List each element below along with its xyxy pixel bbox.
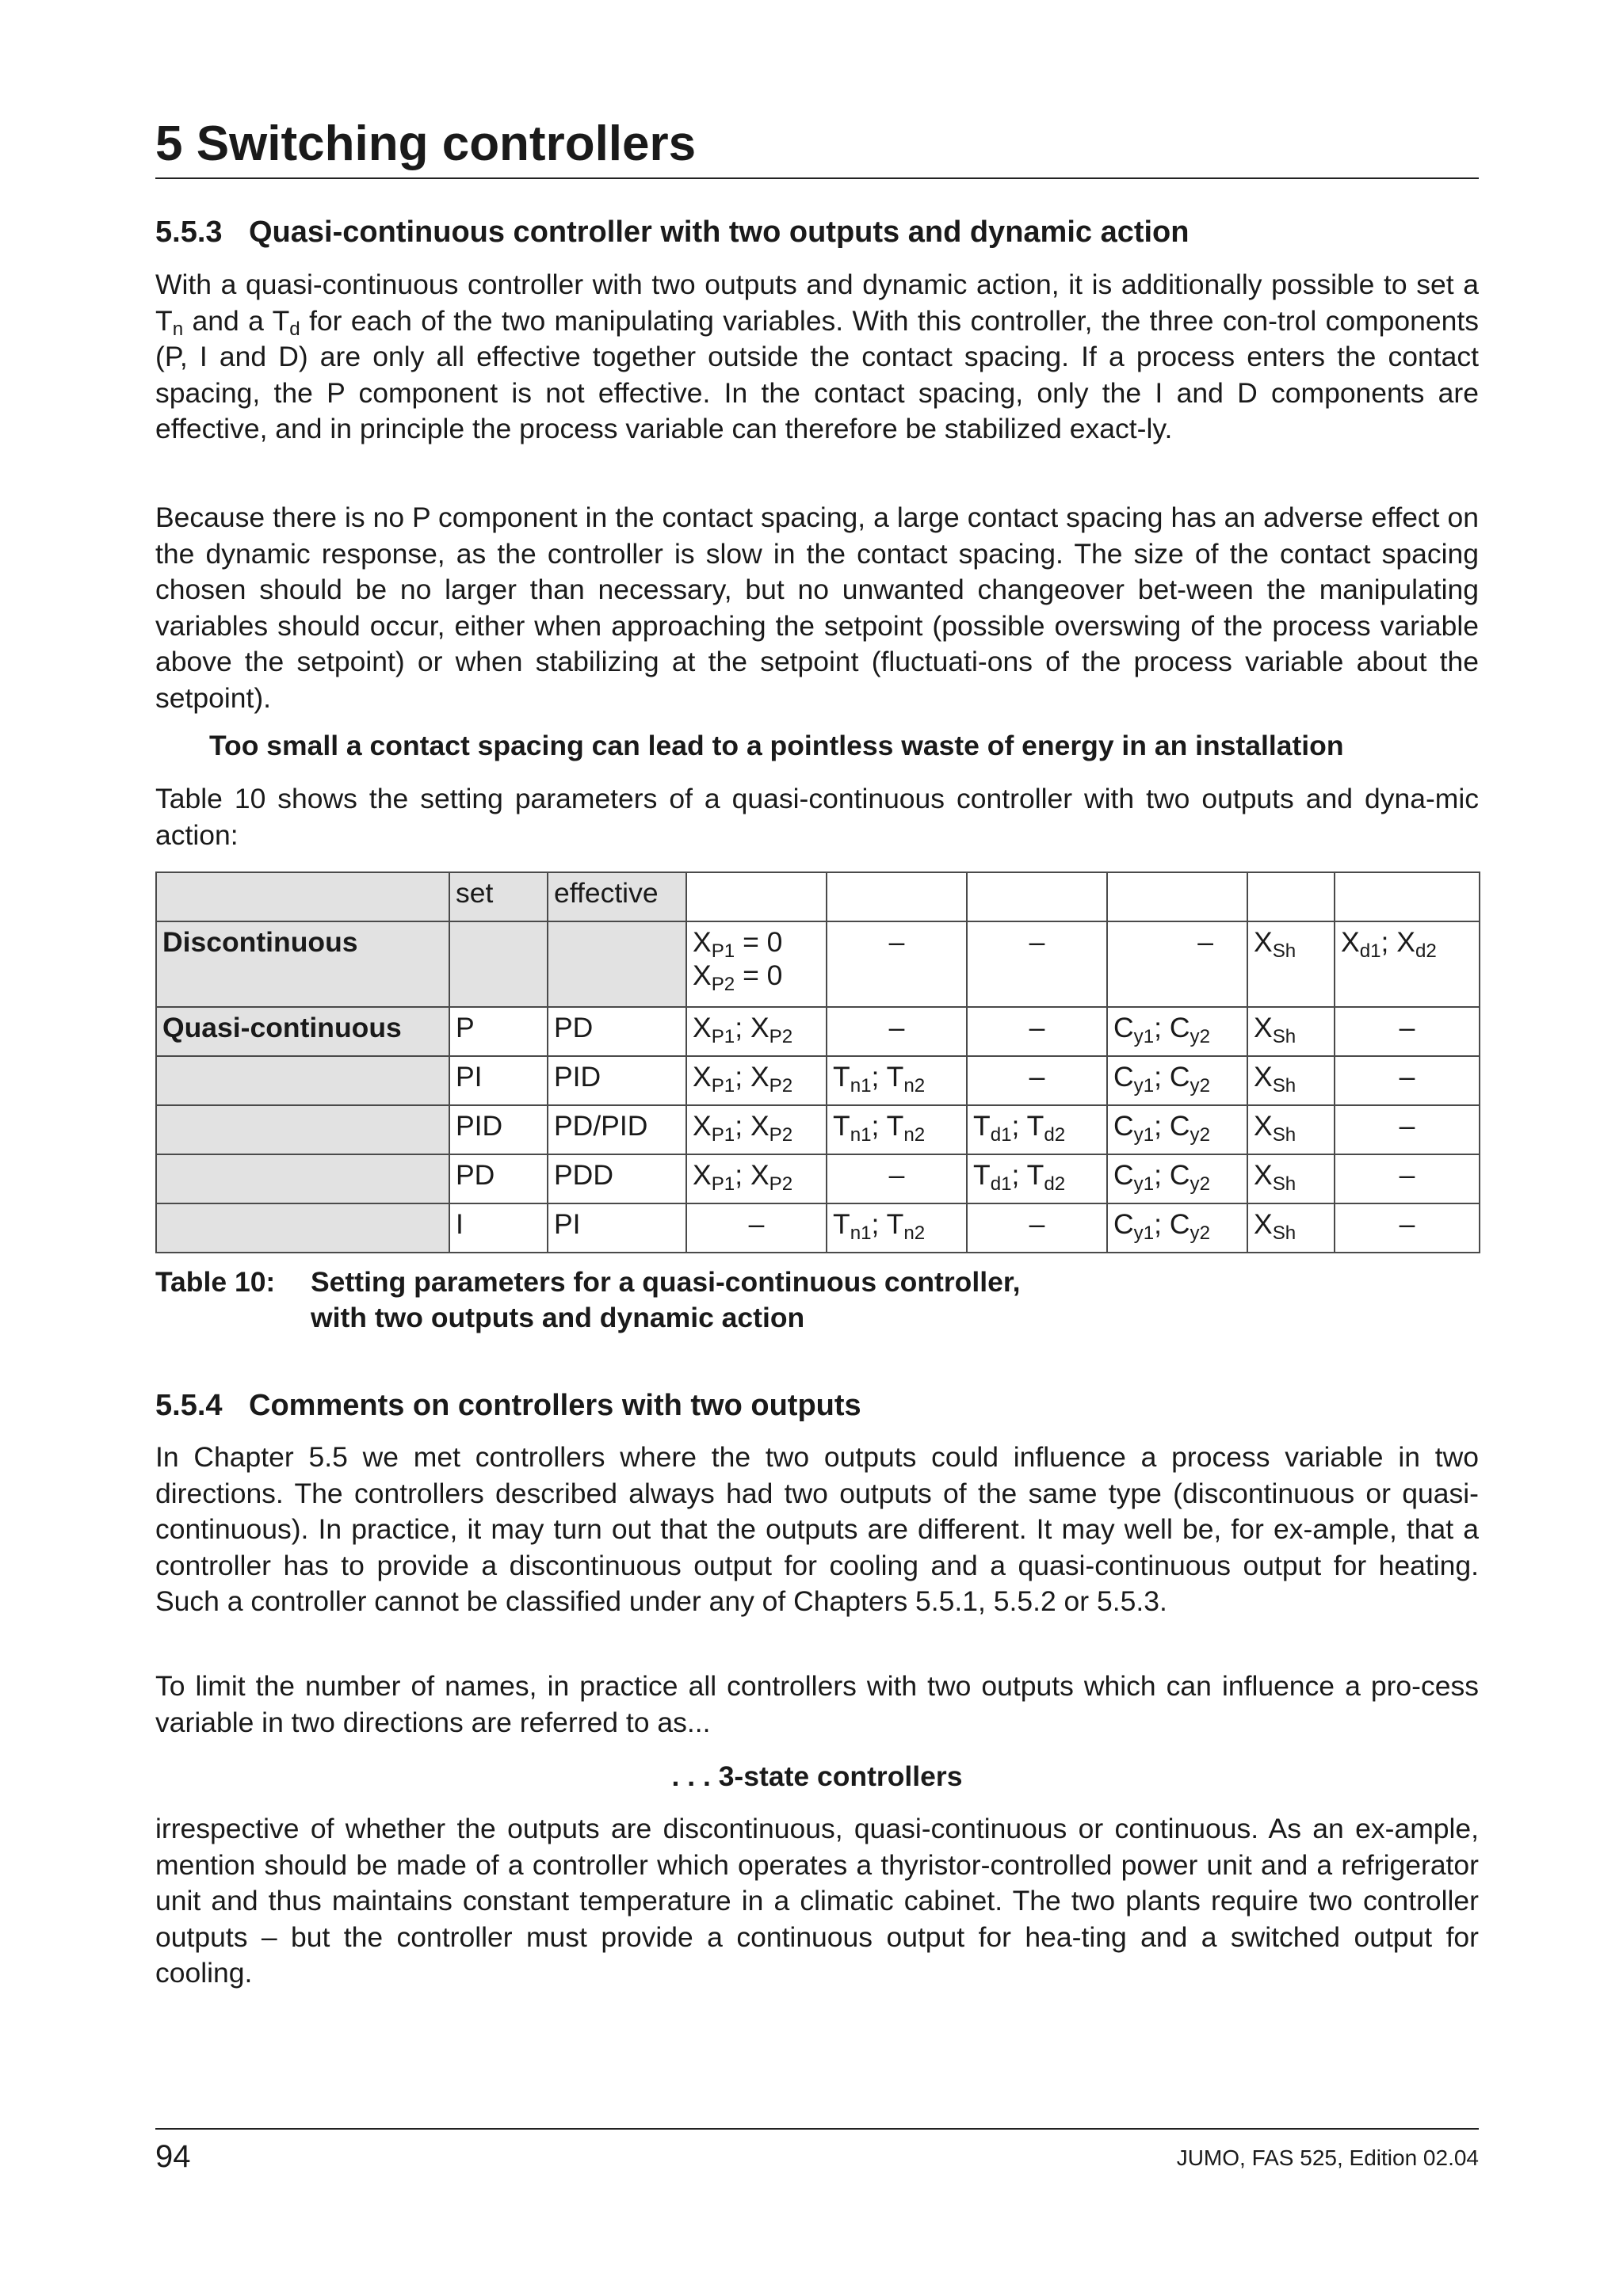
table-cell: $T_{d1}$; $T_{d2}$ [967, 1154, 1107, 1203]
table-cell [548, 921, 686, 1007]
table-cell: $C_{y1}$; $C_{y2}$ [1107, 1105, 1247, 1154]
section-heading-5-5-4 [155, 1386, 861, 1425]
subscript: n [172, 318, 184, 340]
table-cell [1247, 872, 1335, 921]
chapter-divider [155, 177, 1479, 179]
table-cell: – [1335, 1154, 1480, 1203]
section1-paragraph-1 [155, 267, 1479, 448]
table-cell: PD [548, 1007, 686, 1056]
table-cell: – [967, 1056, 1107, 1105]
table-cell [1335, 872, 1480, 921]
table-cell [449, 921, 548, 1007]
table-cell: $X_{P1}$; $X_{P2}$ [686, 1007, 827, 1056]
table-cell [686, 872, 827, 921]
section1-paragraph-2: Because there is no P component in the contact spacing, a large contact spacing has an adverse effect on the dynamic response, as the controller is slow in the contact spacing. The size of the contact spacing chosen should be no larger than necessary, but no unwanted changeover bet-ween the manipulating variables should occur, either when approaching the setpoint (possible overswing of the process variable above the setpoint) or when stabilizing at the setpoint (fluctuati-ons of the process variable about the setpoint). [155, 502, 1479, 714]
table-cell: – [1335, 1007, 1480, 1056]
table-cell [156, 872, 449, 921]
text-run: With a quasi-continuous controller with two outputs and dynamic action, it is additionally possible to set a T [155, 269, 1479, 337]
table-cell [156, 1203, 449, 1253]
section2-paragraph-3: irrespective of whether the outputs are discontinuous, quasi-continuous or continuous. As an ex-ample, mention should be made of a controller which operates a thyristor-controlled power unit and a refrigerator unit and thus maintains constant temperature in a climatic cabinet. The two plants require two controller outputs – but the controller must provide a continuous output for hea-ting and a switched output for cooling. [155, 1813, 1479, 1989]
table-cell [156, 1105, 449, 1154]
table-cell: $X_{Sh}$ [1247, 1203, 1335, 1253]
section-heading-5-5-3 [155, 212, 1189, 252]
section1-paragraph-3: Table 10 shows the setting parameters of a quasi-continuous controller with two outputs and dyna-mic action: [155, 783, 1479, 851]
page-number: 94 [155, 2139, 191, 2174]
table-cell: – [1335, 1105, 1480, 1154]
subscript: d [289, 318, 300, 340]
table-cell: – [686, 1203, 827, 1253]
table-cell: $X_{Sh}$ [1247, 921, 1335, 1007]
table-cell: – [1107, 921, 1247, 1007]
table-cell: PI [449, 1056, 548, 1105]
caption-line-2: with two outputs and dynamic action [311, 1302, 805, 1333]
text-run: and a T [183, 304, 290, 337]
table-cell: $X_{P1}$; $X_{P2}$ [686, 1105, 827, 1154]
table-cell: $T_{n1}$; $T_{n2}$ [827, 1056, 967, 1105]
table-cell: $X_{P1}$; $X_{P2}$ [686, 1056, 827, 1105]
row-label: Quasi-continuous [156, 1007, 449, 1056]
section-number: 5.5.4 [155, 1389, 223, 1422]
table-cell: $C_{y1}$; $C_{y2}$ [1107, 1056, 1247, 1105]
table-row [156, 1056, 1480, 1105]
header-set: set [449, 872, 548, 921]
table-cell: PID [548, 1056, 686, 1105]
section-number: 5.5.3 [155, 215, 223, 249]
table-cell: $X_{P1}$; $X_{P2}$ [686, 1154, 827, 1203]
section-title: Quasi-continuous controller with two outputs and dynamic action [249, 215, 1190, 249]
table-cell: – [967, 1203, 1107, 1253]
table-cell: $X_{Sh}$ [1247, 1154, 1335, 1203]
table-row [156, 1105, 1480, 1154]
table-cell: $X_{P1} = 0$ $X_{P2} = 0$ [686, 921, 827, 1007]
section2-paragraph-2: To limit the number of names, in practice all controllers with two outputs which can influence a pro-cess variable in two directions are referred to as... [155, 1670, 1479, 1738]
table-cell: PID [449, 1105, 548, 1154]
table-cell: $T_{n1}$; $T_{n2}$ [827, 1105, 967, 1154]
header-effective: effective [548, 872, 686, 921]
table-cell: PDD [548, 1154, 686, 1203]
table-cell: – [967, 921, 1107, 1007]
three-state-heading: . . . 3-state controllers [671, 1760, 963, 1792]
table-cell: $X_{d1}$; $X_{d2}$ [1335, 921, 1480, 1007]
table-cell: – [1335, 1203, 1480, 1253]
table-cell: – [827, 1007, 967, 1056]
section2-paragraph-1: In Chapter 5.5 we met controllers where the two outputs could influence a process variable in two directions. The controllers described always had two outputs of the same type (discontinuous or quasi-continuous). In practice, it may turn out that the outputs are different. It may well be, for ex-ample, that a controller has to provide a discontinuous output for cooling and a quasi-continuous output for heating. Such a controller cannot be classified under any of Chapters 5.5.1, 5.5.2 or 5.5.3. [155, 1441, 1479, 1617]
caption-line-1: Setting parameters for a quasi-continuous controller, [311, 1266, 1021, 1298]
table-cell [967, 872, 1107, 921]
table-cell: $T_{n1}$; $T_{n2}$ [827, 1203, 967, 1253]
table-cell: – [827, 1154, 967, 1203]
table-cell: $C_{y1}$; $C_{y2}$ [1107, 1203, 1247, 1253]
table-cell: PI [548, 1203, 686, 1253]
table-cell: $X_{Sh}$ [1247, 1007, 1335, 1056]
row-label: Discontinuous [156, 921, 449, 1007]
table-cell: PD [449, 1154, 548, 1203]
text-run: for each of the two manipulating variables. With this controller, the three con-trol components (P, I and D) are only all effective together outside the contact spacing. If a process enters the contact spacing, the P component is not effective. In the contact spacing, only the I and D components are effective, and in principle the process variable can therefore be stabilized exact-ly. [155, 304, 1480, 444]
table-row [156, 1007, 1480, 1056]
table-cell [156, 1056, 449, 1105]
table-cell: I [449, 1203, 548, 1253]
edition-label: JUMO, FAS 525, Edition 02.04 [1176, 2145, 1479, 2170]
chapter-title: 5 Switching controllers [155, 116, 697, 171]
table-row [156, 1203, 1480, 1253]
table-header-row [156, 872, 1480, 921]
table-cell: P [449, 1007, 548, 1056]
table-cell [827, 872, 967, 921]
table-cell: $C_{y1}$; $C_{y2}$ [1107, 1007, 1247, 1056]
section-title: Comments on controllers with two outputs [249, 1389, 861, 1422]
table-cell: PD/PID [548, 1105, 686, 1154]
table-cell: $X_{Sh}$ [1247, 1056, 1335, 1105]
footer-divider [155, 2128, 1479, 2130]
table-cell [156, 1154, 449, 1203]
table-row-discontinuous [156, 921, 1480, 1007]
energy-warning: Too small a contact spacing can lead to a pointless waste of energy in an installation [209, 730, 1344, 761]
table-cell: – [967, 1007, 1107, 1056]
table-cell [1107, 872, 1247, 921]
parameters-table [155, 871, 1480, 1253]
table-cell: – [1335, 1056, 1480, 1105]
table-cell: $X_{Sh}$ [1247, 1105, 1335, 1154]
table-cell: $T_{d1}$; $T_{d2}$ [967, 1105, 1107, 1154]
caption-label: Table 10: [155, 1266, 276, 1298]
table-cell: $C_{y1}$; $C_{y2}$ [1107, 1154, 1247, 1203]
table-cell: – [827, 921, 967, 1007]
table-row [156, 1154, 1480, 1203]
